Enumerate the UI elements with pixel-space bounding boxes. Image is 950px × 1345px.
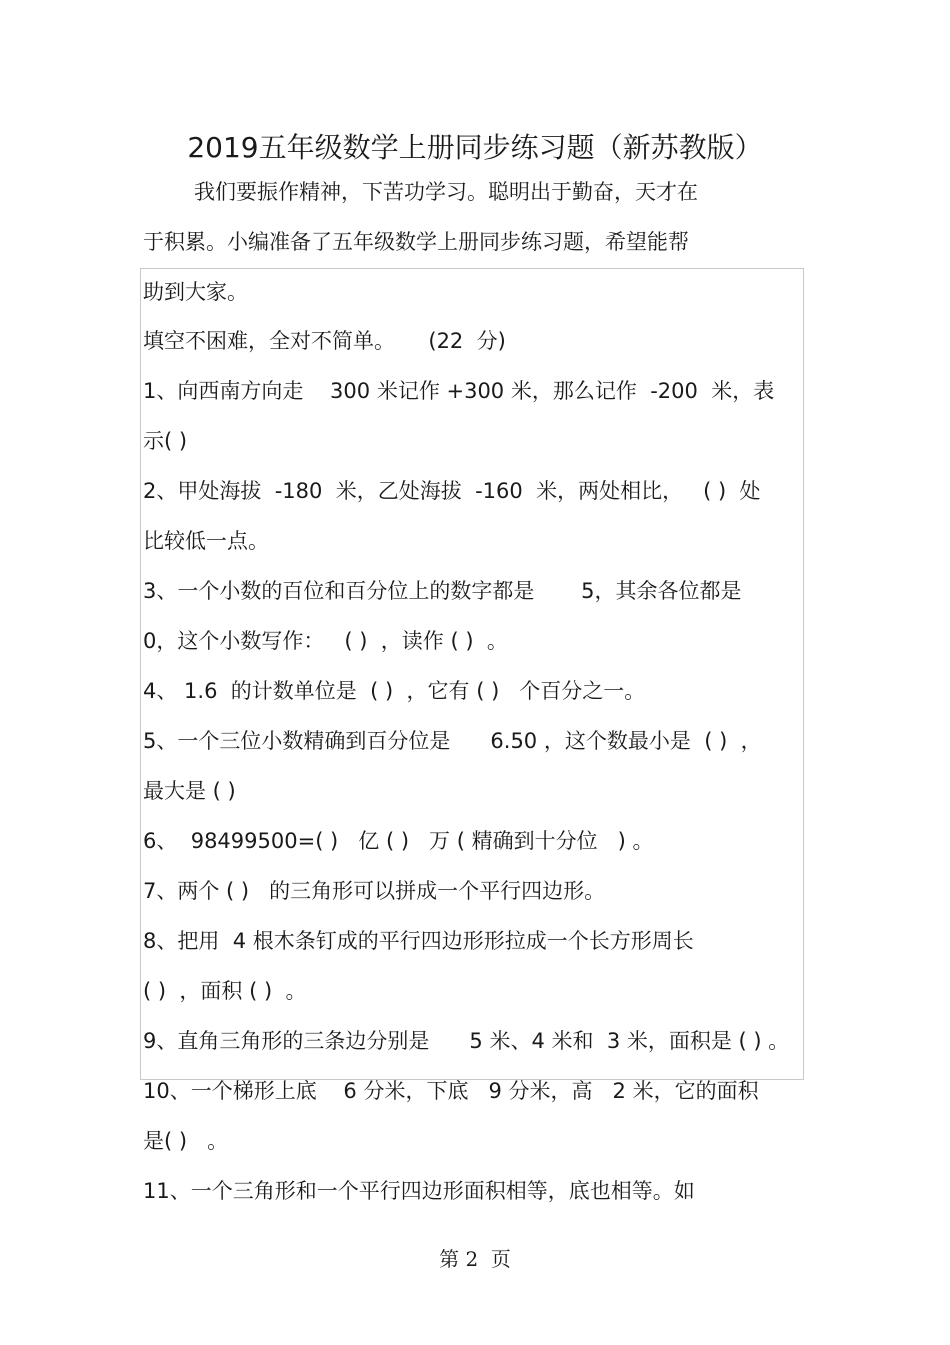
question-line: 11、一个三角形和一个平行四边形面积相等，底也相等。如: [143, 1179, 695, 1203]
page-number: 第 2 页: [439, 1247, 511, 1271]
question-line: 7、两个 ( ) 的三角形可以拼成一个平行四边形。: [143, 879, 606, 903]
question-line: 2、甲处海拔 -180 米，乙处海拔 -160 米，两处相比， ( ) 处: [143, 479, 761, 503]
question-line: 最大是 ( ): [143, 779, 236, 803]
question-line: 10、一个梯形上底 6 分米，下底 9 分米，高 2 米，它的面积: [143, 1079, 759, 1103]
question-line: 6、 98499500=( ) 亿 ( ) 万 ( 精确到十分位 ) 。: [143, 829, 654, 853]
intro-line-1: 我们要振作精神，下苦功学习。聪明出于勤奋，天才在: [194, 180, 698, 204]
question-line: 比较低一点。: [143, 529, 269, 553]
question-line: 8、把用 4 根木条钉成的平行四边形形拉成一个长方形周长: [143, 929, 694, 953]
document-title: 2019五年级数学上册同步练习题（新苏教版）: [187, 131, 763, 164]
question-line: 1、向西南方向走 300 米记作 +300 米，那么记作 -200 米，表: [143, 379, 775, 403]
question-line: 4、 1.6 的计数单位是 ( ) ，它有 ( ) 个百分之一。: [143, 679, 646, 703]
question-line: 是( ) 。: [143, 1129, 229, 1153]
question-line: 示( ): [143, 429, 188, 453]
question-line: 0，这个小数写作： ( ) ，读作 ( ) 。: [143, 629, 508, 653]
section-heading: 填空不困难，全对不简单。 (22 分): [143, 329, 506, 353]
intro-line-3: 助到大家。: [143, 280, 248, 304]
question-line: 3、一个小数的百位和百分位上的数字都是 5，其余各位都是: [143, 579, 742, 603]
intro-line-2: 于积累。小编准备了五年级数学上册同步练习题，希望能帮: [143, 230, 689, 254]
question-line: 5、一个三位小数精确到百分位是 6.50 ，这个数最小是 ( ) ，: [143, 729, 762, 753]
question-line: 9、直角三角形的三条边分别是 5 米、4 米和 3 米，面积是 ( ) 。: [143, 1029, 790, 1053]
question-line: ( ) ，面积 ( ) 。: [143, 979, 307, 1003]
